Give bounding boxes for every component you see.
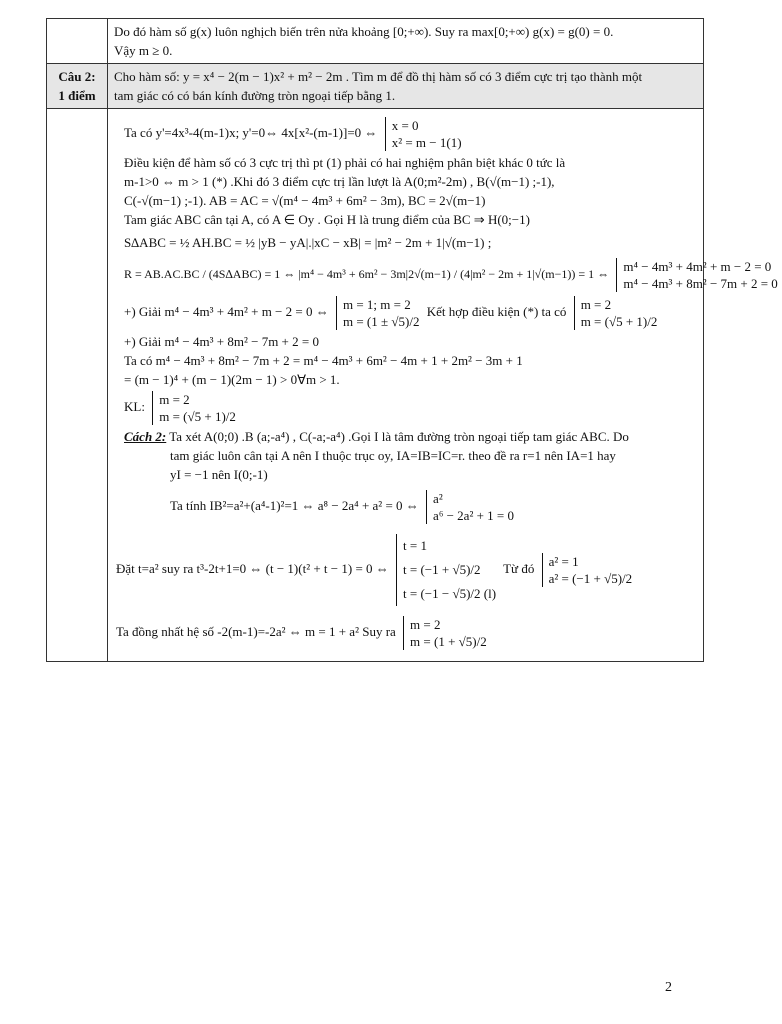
method-two-line: yI = −1 nên I(0;-1) [170,467,268,482]
empty-label-cell [47,109,108,662]
question-text: tam giác có có bán kính đường tròn ngoại tiếp bằng 1. [114,88,396,103]
conclusion-line: Vậy m ≥ 0. [114,43,173,58]
system-case: a² = 1 [548,554,579,569]
equation-system [403,616,487,650]
system-case: m⁴ − 4m³ + 4m² + m − 2 = 0 [623,259,772,274]
area-line: S∆ABC = ½ AH.BC = ½ |yB − yA|.|xC − xB| = |m² − 2m + 1|√(m−1) ; [124,235,492,250]
extrema-points-line: m-1>0 ⇔ m > 1 (*) .Khi đó 3 điểm cực trị lần lượt là A(0;m²-2m) , B(√(m−1) ;-1), [124,174,555,189]
system-case: m = (1 ± √5)/2 [342,314,420,329]
equation-system [426,490,514,524]
conclusion-line: Do đó hàm số g(x) luôn nghịch biến trên nửa khoảng [0;+∞). Suy ra max[0;+∞) g(x) = g(0) = 0. [114,24,614,39]
system-case: m = 2 [410,617,441,632]
system-case: t = 1 [403,538,427,553]
system-case: a⁶ − 2a² + 1 = 0 [433,508,515,523]
system-case: m = (√5 + 1)/2 [580,314,658,329]
method-two-line: tam giác luôn cân tại A nên I thuộc trục oy, IA=IB=IC=r. theo đề ra r=1 nên IA=1 hay [170,448,616,463]
derivative-text: Ta có y'=4x³-4(m-1)x; y'=0⇔ 4x[x²-(m-1)]=0 ⇔ [124,124,378,140]
system-case: m = (√5 + 1)/2 [159,409,236,424]
system-case: x = 0 [391,118,419,133]
system-case: a² = (−1 + √5)/2 [548,571,633,586]
system-case: m = 1; m = 2 [342,297,411,312]
equation-system [336,296,419,330]
table-row [47,64,704,109]
question-text-cell [108,64,704,109]
distances-line: C(-√(m−1) ;-1). AB = AC = √(m⁴ − 4m³ + 6m² − 3m), BC = 2√(m−1) [124,193,486,208]
table-row [47,19,704,64]
solve-text: +) Giải m⁴ − 4m³ + 4m² + m − 2 = 0 ⇔ [124,303,329,319]
system-case: m = 2 [580,297,612,312]
substitution-line [114,526,697,608]
solve-first-line [114,294,697,332]
question-number: Câu 2: [58,69,96,84]
table-row [47,109,704,662]
conclusion-label: KL: [124,398,145,414]
identify-text: Ta đồng nhất hệ số -2(m-1)=-2a² ⇔ m = 1 + a² Suy ra [116,623,396,639]
method-two-line [114,427,697,446]
equation-system [616,258,777,292]
question-label-cell [47,64,108,109]
question-points: 1 điểm [58,88,96,103]
expansion-line: = (m − 1)⁴ + (m − 1)(2m − 1) > 0∀m > 1. [124,372,340,387]
system-case: a² [433,491,443,506]
conclusion-block [114,389,697,427]
identify-line [114,608,697,658]
previous-conclusion-cell [108,19,704,64]
ib-text: Ta tính IB²=a²+(a⁴-1)²=1 ⇔ a⁸ − 2a⁴ + a² = 0 ⇔ [170,497,419,513]
equation-system [152,391,236,425]
equation-system [396,534,496,606]
equation-system [385,117,462,151]
isosceles-line: Tam giác ABC cân tại A, có A ∈ Oy . Gọi H là trung điểm của BC ⇒ H(0;−1) [124,212,530,227]
derivative-line [114,115,697,153]
equation-system [542,553,633,587]
question-text: Cho hàm số: y = x⁴ − 2(m − 1)x² + m² − 2m . Tìm m để đồ thị hàm số có 3 điểm cực trị tạo thành một [114,69,643,84]
radius-formula: R = AB.AC.BC / (4S∆ABC) = 1 ⇔ |m⁴ − 4m³ + 6m² − 3m|2√(m−1) / (4|m² − 2m + 1|√(m−1)) = 1 ⇔ [124,266,610,281]
system-case: x² = m − 1(1) [391,135,462,150]
combine-text: Kết hợp điều kiện (*) ta có [426,303,567,319]
radius-line [114,256,778,294]
substitution-text: Đặt t=a² suy ra t³-2t+1=0 ⇔ (t − 1)(t² + t − 1) = 0 ⇔ [116,560,389,576]
page-number: 2 [665,980,672,995]
expansion-line: Ta có m⁴ − 4m³ + 8m² − 7m + 2 = m⁴ − 4m³ + 6m² − 4m + 1 + 2m² − 3m + 1 [124,353,523,368]
solve-second-line: +) Giải m⁴ − 4m³ + 8m² − 7m + 2 = 0 [124,334,319,349]
system-case: m⁴ − 4m³ + 8m² − 7m + 2 = 0 [623,276,778,291]
ib-line [114,484,697,526]
method-two-text: Ta xét A(0;0) .B (a;-a⁴) , C(-a;-a⁴) .Gọi I là tâm đường tròn ngoại tiếp tam giác ABC. Do [169,429,629,444]
method-two-title: Cách 2: [124,429,167,444]
empty-label-cell [47,19,108,64]
system-case: t = (−1 + √5)/2 [403,562,481,577]
condition-line: Điều kiện để hàm số có 3 cực trị thì pt (1) phải có hai nghiệm phân biệt khác 0 tức là [124,155,566,170]
solution-cell [108,109,778,662]
solution-table [46,18,778,662]
then-text: Từ đó [503,560,535,576]
equation-system [574,296,658,330]
system-case: m = 2 [159,392,190,407]
system-case: t = (−1 − √5)/2 (l) [403,586,497,601]
system-case: m = (1 + √5)/2 [410,634,487,649]
